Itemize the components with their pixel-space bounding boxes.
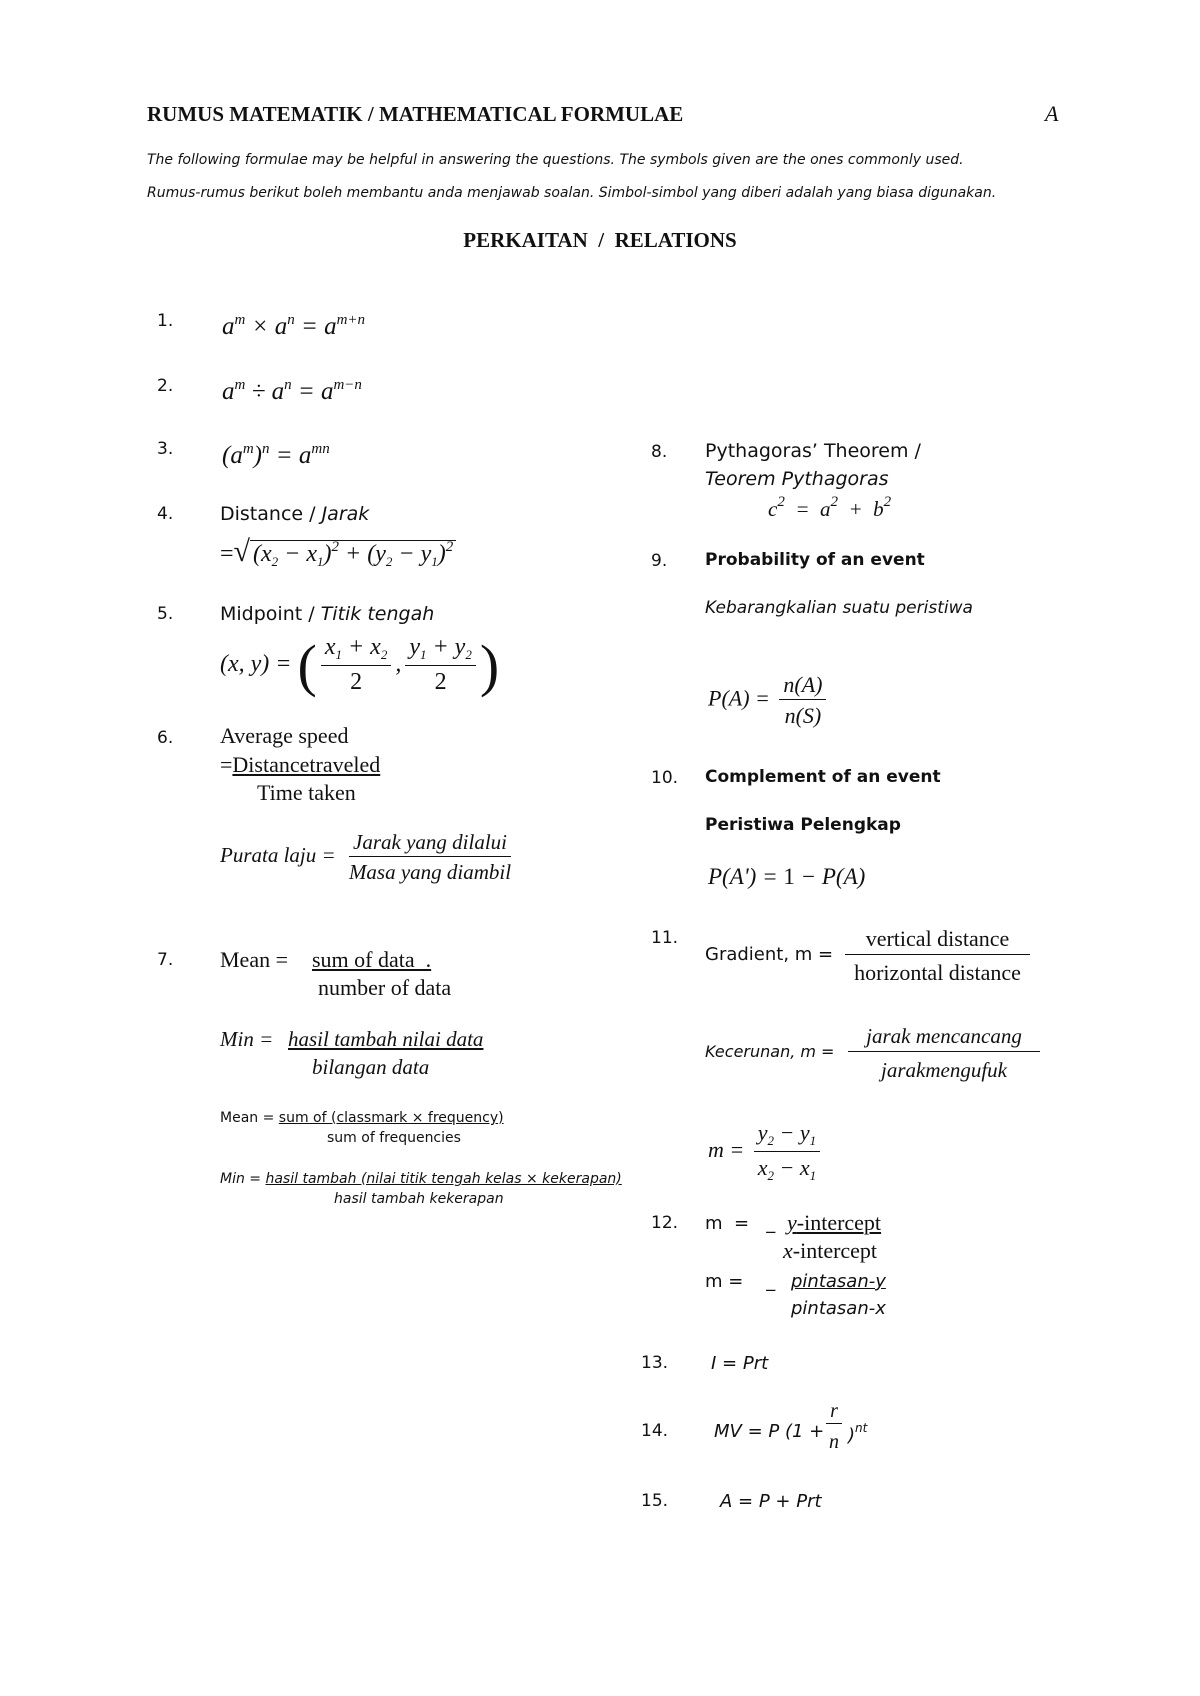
item-number-10: 10.: [651, 768, 679, 788]
midpoint-label: [220, 603, 434, 625]
complement-label-ms: Peristiwa Pelengkap: [705, 815, 901, 835]
pintasan-numerator: pintasan-y: [791, 1271, 886, 1292]
item-number-11: 11.: [651, 928, 679, 948]
item-number-14: 14.: [641, 1421, 669, 1441]
purata-laju-lhs: Purata laju =: [220, 842, 336, 867]
intercept-lhs: m = _: [705, 1213, 776, 1234]
item-number-6: 6.: [157, 728, 174, 748]
maturity-value-r: r: [826, 1400, 842, 1424]
item-number-1: 1.: [157, 311, 174, 331]
mean-lhs: Mean =: [220, 947, 288, 972]
formula-index-quotient: $a^m \div a^n = a^{m-n}$: [222, 377, 362, 405]
probability-label-en: Probability of an event: [705, 550, 925, 570]
item-number-12: 12.: [651, 1213, 679, 1233]
grouped-min-denominator: hasil tambah kekerapan: [334, 1191, 504, 1207]
grouped-mean-equation: [220, 1110, 504, 1126]
item-number-9: 9.: [651, 551, 668, 571]
section-title: PERKAITAN / RELATIONS: [463, 228, 737, 252]
kecerunan-numerator: jarak mencancang: [848, 1024, 1040, 1052]
grouped-min-numerator: hasil tambah (nilai titik tengah kelas × kekerapan): [265, 1171, 622, 1187]
min-numerator: hasil tambah nilai data: [288, 1027, 484, 1051]
midpoint-label-ms: Titik tengah: [320, 603, 435, 625]
purata-laju-denominator: Masa yang diambil: [348, 860, 512, 885]
intercept-numerator: y-intercept: [787, 1210, 882, 1235]
item-number-13: 13.: [641, 1353, 669, 1373]
intro-malay: Rumus-rumus berikut boleh membantu anda menjawab soalan. Simbol-simbol yang diberi adalah yang biasa digunakan.: [147, 185, 997, 201]
distance-label: [220, 503, 369, 525]
midpoint-label-en: Midpoint /: [220, 603, 315, 625]
formula-purata-laju: [220, 830, 519, 884]
formula-complement: P(A') = 1 − P(A): [708, 864, 866, 889]
pintasan-denominator: pintasan-x: [791, 1298, 886, 1319]
purata-laju-numerator: Jarak yang dilalui: [349, 830, 511, 857]
formula-gradient-points: m = $\frac{y_2 - y_1}{x_2 - x_1}$: [708, 1120, 824, 1184]
formula-compound-amount: A = P + Prt: [720, 1491, 822, 1512]
maturity-value-n: n: [829, 1431, 839, 1453]
pintasan-lhs: m = _: [705, 1271, 776, 1292]
mean-numerator: sum of data .: [312, 947, 432, 972]
gradient-denominator: horizontal distance: [854, 960, 1021, 985]
item-number-15: 15.: [641, 1491, 669, 1511]
formula-probability: P(A) = $\frac{n(A)}{n(S)}$: [708, 672, 830, 729]
grouped-mean-denominator: sum of frequencies: [327, 1130, 461, 1146]
item-number-7: 7.: [157, 950, 174, 970]
average-speed-equation: [220, 752, 380, 778]
gradient-numerator: vertical distance: [845, 926, 1030, 955]
average-speed-denominator: Time taken: [257, 780, 356, 805]
grouped-mean-lhs: Mean =: [220, 1110, 275, 1126]
formula-midpoint: (x, y) = ( $\frac{x_1 + x_2}{2}$ , $\frac{y_1 + y_2}{2}$ ): [220, 633, 500, 698]
min-lhs: Min =: [220, 1027, 274, 1051]
formula-index-power: $(a^m)^n = a^{mn}$: [222, 441, 330, 469]
grouped-min-equation: [220, 1171, 622, 1187]
kecerunan-denominator: jarakmengufuk: [881, 1058, 1007, 1082]
average-speed-numerator: Distancetraveled: [232, 752, 381, 777]
distance-label-en: Distance /: [220, 503, 316, 525]
intro-english: The following formulae may be helpful in answering the questions. The symbols given are the ones commonly used.: [147, 152, 964, 168]
item-number-3: 3.: [157, 439, 174, 459]
maturity-value-rhs: [848, 1421, 867, 1446]
item-number-4: 4.: [157, 504, 174, 524]
item-number-2: 2.: [157, 376, 174, 396]
distance-label-ms: Jarak: [321, 503, 370, 525]
maturity-value-exponent: nt: [855, 1421, 868, 1435]
item-number-5: 5.: [157, 604, 174, 624]
kecerunan-lhs: Kecerunan, m =: [705, 1042, 835, 1061]
item-number-8: 8.: [651, 442, 668, 462]
formula-distance: =√ $(x_2 - x_1)^2 + (y_2 - y_1)^2$: [220, 535, 456, 570]
pythagoras-label-en: Pythagoras’ Theorem /: [705, 440, 921, 462]
complement-label-en: Complement of an event: [705, 767, 941, 787]
average-speed-label: Average speed: [220, 723, 349, 748]
intercept-denominator: x-intercept: [783, 1238, 878, 1263]
paper-code: A: [1045, 101, 1059, 126]
gradient-lhs: Gradient, m =: [705, 944, 834, 965]
min-denominator: bilangan data: [312, 1055, 430, 1079]
formula-pythagoras: $c^2 = a^2 + b^2$: [768, 494, 892, 521]
maturity-value-close-paren: ): [848, 1425, 856, 1446]
probability-label-ms: Kebarangkalian suatu peristiwa: [705, 598, 973, 618]
formula-index-product: $a^m \times a^n = a^{m+n}$: [222, 312, 366, 340]
formula-simple-interest: I = Prt: [711, 1353, 769, 1374]
page-title: RUMUS MATEMATIK / MATHEMATICAL FORMULAE: [147, 102, 684, 126]
equals-sign: =: [220, 752, 233, 777]
grouped-mean-numerator: sum of (classmark × frequency): [278, 1110, 504, 1126]
grouped-min-lhs: Min =: [220, 1171, 262, 1187]
pythagoras-label-ms: Teorem Pythagoras: [705, 468, 889, 490]
maturity-value-lhs: MV = P (1 +: [714, 1421, 825, 1442]
mean-denominator: number of data: [318, 975, 452, 1000]
